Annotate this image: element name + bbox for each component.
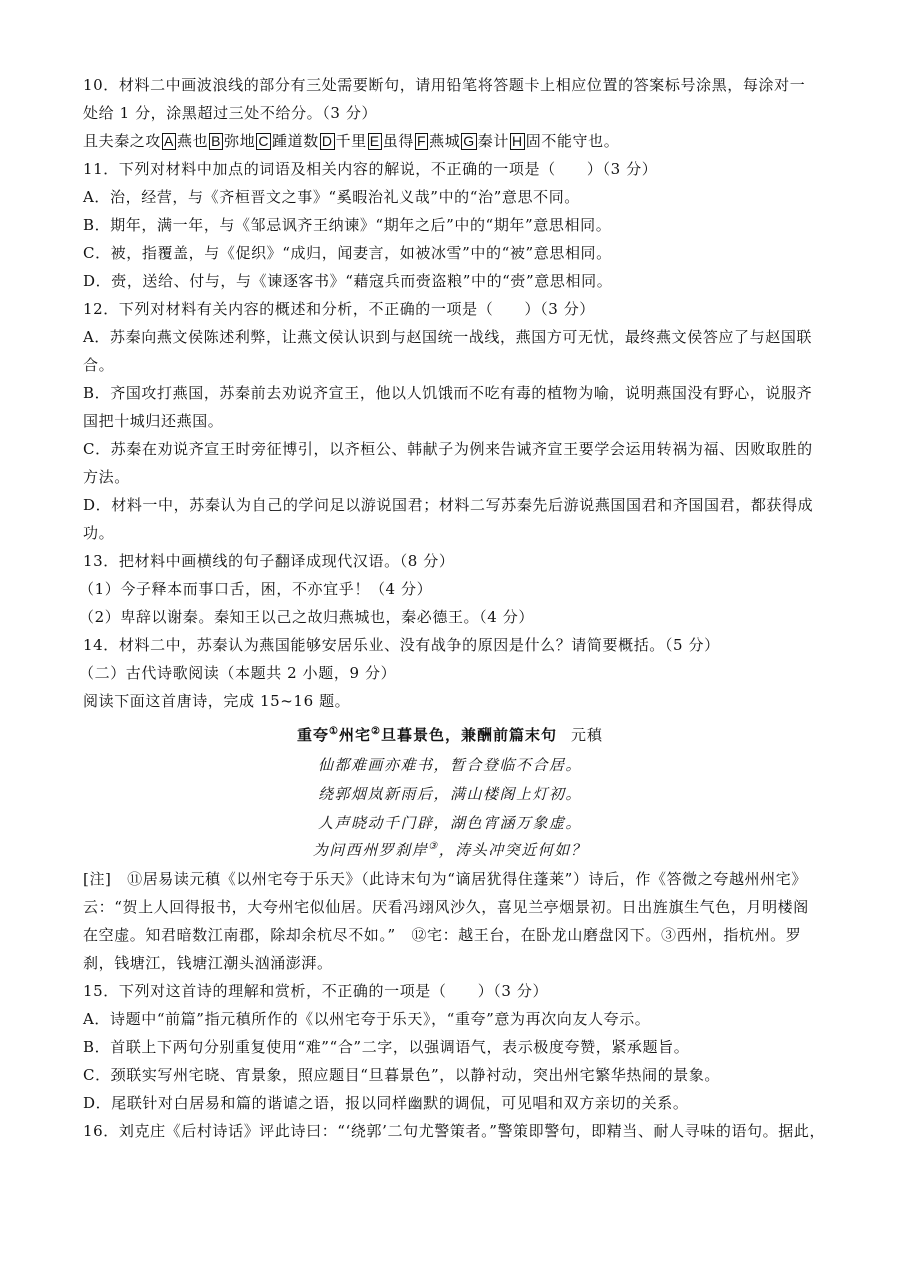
q13-stem: 13．把材料中画横线的句子翻译成现代汉语。（8 分）: [83, 552, 455, 570]
q15-stem: 15．下列对这首诗的理解和赏析，不正确的一项是（ ）（3 分）: [83, 982, 549, 1000]
break-mark-g[interactable]: G: [463, 133, 475, 149]
q15-option-d: D．尾联针对白居易和篇的谐谑之语，报以同样幽默的调侃，可见唱和双方亲切的关系。: [83, 1094, 689, 1112]
q11-stem: 11．下列对材料中加点的词语及相关内容的解说，不正确的一项是（ ）（3 分）: [83, 160, 658, 178]
poem-line-1: 仙都难画亦难书，暂合登临不合居。: [317, 756, 582, 774]
poem-instruction: 阅读下面这首唐诗，完成 15~16 题。: [83, 692, 351, 710]
q11-option-d: D．赍，送给、付与，与《谏逐客书》“藉寇兵而赍盗粮”中的“赍”意思相同。: [83, 272, 613, 290]
poem-line-2: 绕郭烟岚新雨后，满山楼阁上灯初。: [317, 785, 582, 803]
q14-stem: 14．材料二中，苏秦认为燕国能够安居乐业、没有战争的原因是什么？请简要概括。（5 分）: [83, 636, 720, 654]
break-mark-a[interactable]: A: [164, 133, 174, 149]
section-heading: （二）古代诗歌阅读（本题共 2 小题，9 分）: [79, 664, 397, 682]
poem-line-4: 为问西州罗刹岸③，涛头冲突近何如？: [312, 841, 588, 859]
q10-line2: 处给 1 分，涂黑超过三处不给分。（3 分）: [83, 104, 378, 122]
poem-note-4: 刹，钱塘江，钱塘江潮头汹涌澎湃。: [83, 954, 333, 972]
q11-option-b: B．期年，满一年，与《邹忌讽齐王纳谏》“期年之后”中的“期年”意思相同。: [83, 216, 612, 234]
q10-line1: 10．材料二中画波浪线的部分有三处需要断句，请用铅笔将答题卡上相应位置的答案标号涂黑，每涂对一: [83, 76, 806, 94]
poem-note-1: [注] ⑪居易读元稹《以州宅夸于乐天》（此诗末句为“谪居犹得住蓬莱”）诗后，作《答微之夸越州州宅》: [83, 870, 807, 888]
q12-option-d: D．材料一中，苏秦认为自己的学问足以游说国君；材料二写苏秦先后游说燕国国君和齐国国君，都获得成: [83, 496, 814, 514]
q10-passage: 且夫秦之攻 A 燕也 B 弥地 C 踵道数 D 千里 E 虽得 F 燕城 G 秦计 H 固不能守也。: [83, 132, 620, 150]
q12-option-c-cont: 方法。: [83, 468, 130, 486]
q12-option-a-cont: 合。: [83, 356, 115, 374]
q13-sentence-2: （2）卑辞以谢秦。秦知王以己之故归燕城也，秦必德王。（4 分）: [79, 608, 534, 626]
q16-stem: 16．刘克庄《后村诗话》评此诗曰：“‘绕郭’二句尤警策者。”警策即警句，即精当、耐人寻味的语句。据此，: [83, 1122, 826, 1140]
q11-option-c: C．被，指覆盖，与《促织》“成归，闻妻言，如被冰雪”中的“被”意思相同。: [83, 244, 612, 262]
q15-option-a: A．诗题中“前篇”指元稹所作的《以州宅夸于乐天》，“重夸”意为再次向友人夸示。: [83, 1010, 651, 1028]
break-mark-c[interactable]: C: [258, 133, 270, 149]
q12-option-b: B．齐国攻打燕国，苏秦前去劝说齐宣王，他以人饥饿而不吃有毒的植物为喻，说明燕国没有野心，说服齐: [83, 384, 813, 402]
q13-sentence-1: （1）今子释本而事口舌，困，不亦宜乎！（4 分）: [79, 580, 433, 598]
break-mark-d[interactable]: D: [321, 133, 333, 149]
poem-note-2: 云：“贺上人回得报书，大夸州宅似仙居。厌看冯翊风沙久，喜见兰亭烟景初。日出旌旗生气色，月明楼阁: [83, 898, 809, 916]
break-mark-f[interactable]: F: [416, 133, 427, 149]
q15-option-c: C．颈联实写州宅晓、宵景象，照应题目“旦暮景色”，以静衬动，突出州宅繁华热闹的景象。: [83, 1066, 721, 1084]
poem-title: 重夸①州宅②旦暮景色，兼酬前篇末句 元稹: [297, 726, 603, 744]
break-mark-b[interactable]: B: [211, 133, 222, 149]
q12-option-b-cont: 国把十城归还燕国。: [83, 412, 224, 430]
poem-line-3: 人声晓动千门辟，湖色宵涵万象虚。: [317, 814, 582, 832]
q12-option-d-cont: 功。: [83, 524, 115, 542]
break-mark-h[interactable]: H: [512, 133, 523, 149]
poem-note-3: 在空虚。知君暗数江南郡，除却余杭尽不如。” ⑫宅：越王台，在卧龙山磨盘冈下。③西州，指杭州。罗: [83, 926, 802, 944]
break-mark-e[interactable]: E: [369, 133, 380, 149]
q11-option-a: A．治，经营，与《齐桓晋文之事》“奚暇治礼义哉”中的“治”意思不同。: [83, 188, 580, 206]
q15-option-b: B．首联上下两句分别重复使用“难”“合”二字，以强调语气，表示极度夸赞，紧承题旨。: [83, 1038, 690, 1056]
poem-author: 元稹: [570, 726, 603, 744]
q12-stem: 12．下列对材料有关内容的概述和分析，不正确的一项是（ ）（3 分）: [83, 300, 595, 318]
q12-option-c: C．苏秦在劝说齐宣王时旁征博引，以齐桓公、韩献子为例来告诫齐宣王要学会运用转祸为福、因败取胜的: [83, 440, 813, 458]
q12-option-a: A．苏秦向燕文侯陈述利弊，让燕文侯认识到与赵国统一战线，燕国方可无忧，最终燕文侯答应了与赵国联: [83, 328, 813, 346]
